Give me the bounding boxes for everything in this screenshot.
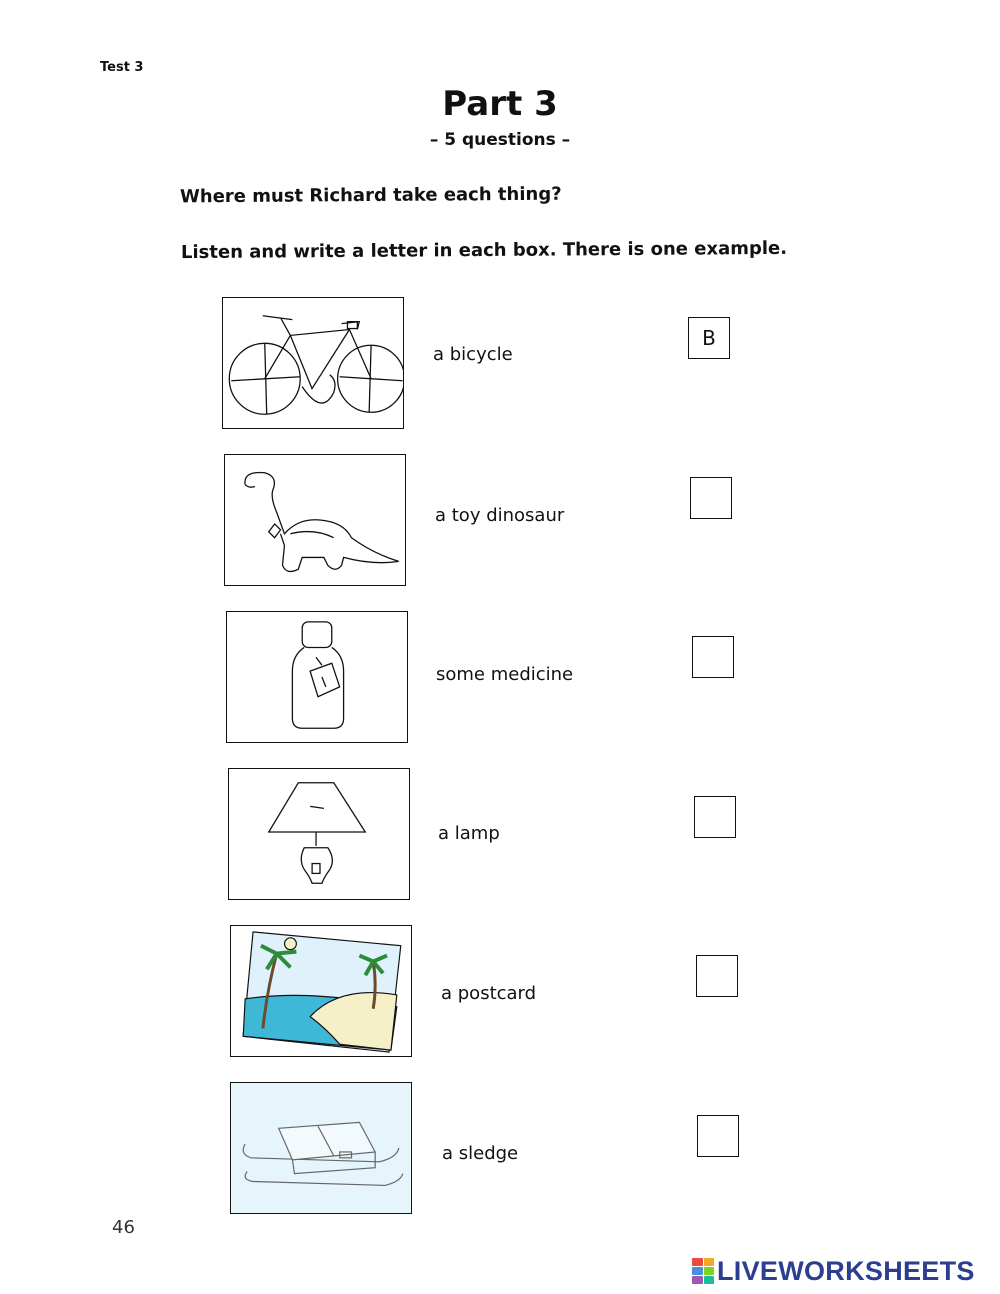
postcard-picture xyxy=(230,925,412,1057)
answer-box[interactable] xyxy=(696,955,738,997)
item-label: a toy dinosaur xyxy=(435,505,565,526)
lamp-picture xyxy=(228,768,410,900)
item-label: a postcard xyxy=(441,983,537,1004)
sledge-picture xyxy=(230,1082,412,1214)
item-label: a lamp xyxy=(438,823,500,844)
liveworksheets-logo xyxy=(692,1256,975,1286)
answer-box[interactable] xyxy=(690,477,732,519)
test-label: Test 3 xyxy=(100,60,144,75)
logo-mark-icon xyxy=(692,1258,714,1284)
answer-box[interactable] xyxy=(694,796,736,838)
page-subtitle: – 5 questions – xyxy=(429,130,571,150)
item-label: a bicycle xyxy=(433,344,513,365)
brand-name: LIVEWORKSHEETS xyxy=(717,1255,975,1286)
medicine-bottle-picture xyxy=(226,611,408,743)
page-number: 46 xyxy=(112,1217,135,1238)
page-title: Part 3 xyxy=(442,84,558,124)
dinosaur-picture xyxy=(224,454,406,586)
item-label: a sledge xyxy=(442,1143,519,1164)
answer-box[interactable]: B xyxy=(688,317,730,359)
question-text: Where must Richard take each thing? xyxy=(179,183,562,208)
task-instructions: Listen and write a letter in each box. There is one example. xyxy=(180,237,788,264)
bicycle-picture xyxy=(222,297,404,429)
answer-box[interactable] xyxy=(692,636,734,678)
answer-box[interactable] xyxy=(697,1115,739,1157)
item-label: some medicine xyxy=(436,664,574,685)
